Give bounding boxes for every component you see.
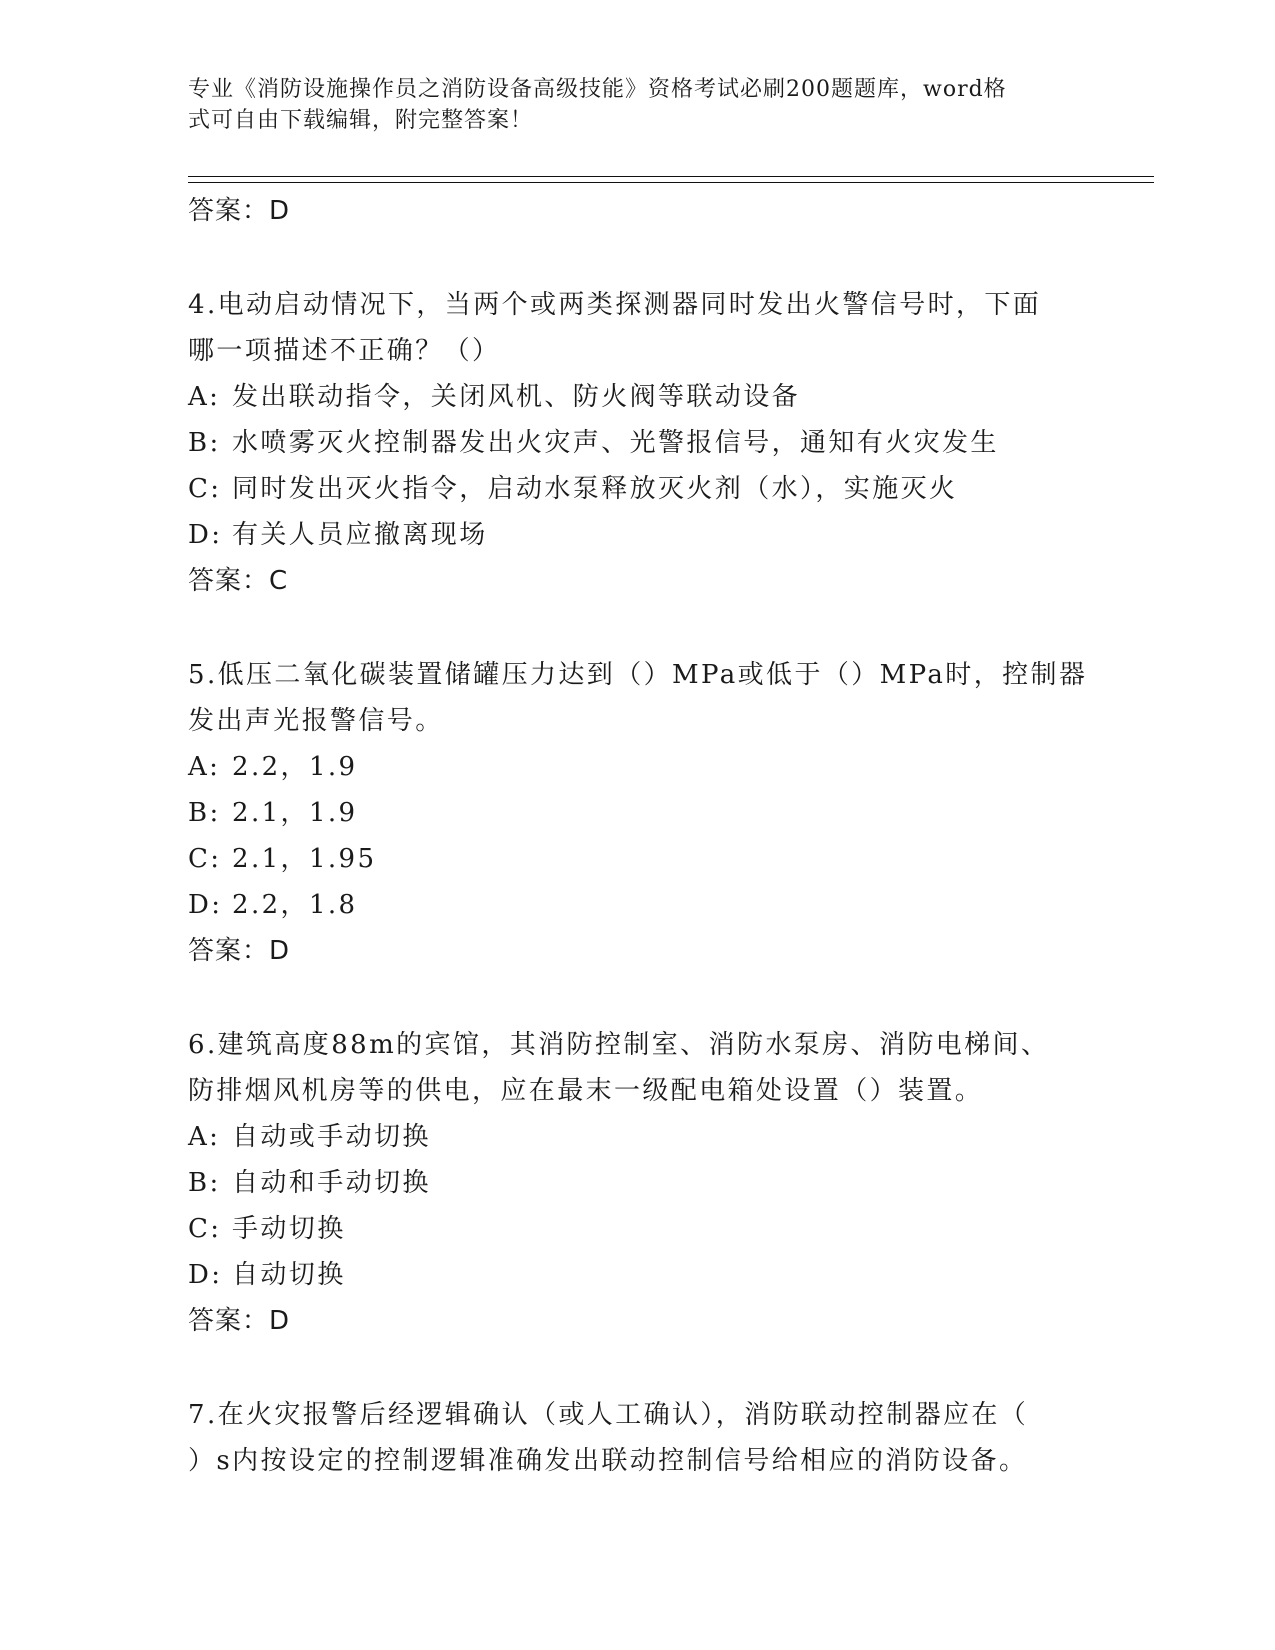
option-letter: C:: [188, 844, 222, 874]
option-a: [188, 374, 1088, 420]
option-c: [188, 836, 1088, 882]
answer-line: 答案：D: [188, 1306, 291, 1336]
option-text: 手动切换: [232, 1214, 346, 1244]
option-text: 2.2，1.9: [232, 752, 358, 782]
question-stem-line-2: ）s内按设定的控制逻辑准确发出联动控制信号给相应的消防设备。: [188, 1446, 1028, 1476]
header-line-2: 式可自由下载编辑，附完整答案！: [188, 108, 534, 133]
option-letter: B:: [188, 1168, 221, 1198]
answer-line: 答案：D: [188, 936, 291, 966]
question-stem-line-2: 发出声光报警信号。: [188, 706, 444, 736]
option-text: 2.1，1.95: [232, 844, 377, 874]
option-c: [188, 1206, 1088, 1252]
option-text: 发出联动指令，关闭风机、防火阀等联动设备: [232, 382, 801, 412]
option-text: 自动和手动切换: [232, 1168, 431, 1198]
option-text: 自动或手动切换: [232, 1122, 431, 1152]
option-text: 水喷雾灭火控制器发出火灾声、光警报信号，通知有火灾发生: [232, 428, 999, 458]
question-stem-line-1: 5.低压二氧化碳装置储罐压力达到（）MPa或低于（）MPa时，控制器: [188, 660, 1088, 690]
option-b: [188, 420, 1088, 466]
option-text: 自动切换: [232, 1260, 346, 1290]
option-d: [188, 512, 1088, 558]
question-stem-line-1: 6.建筑高度88m的宾馆，其消防控制室、消防水泵房、消防电梯间、: [188, 1030, 1050, 1060]
question-stem: [188, 1392, 1088, 1484]
question-stem: [188, 282, 1088, 374]
option-text: 2.2，1.8: [232, 890, 358, 920]
question-stem-line-2: 防排烟风机房等的供电，应在最末一级配电箱处设置（）装置。: [188, 1076, 984, 1106]
option-letter: B:: [188, 428, 221, 458]
question-stem-line-1: 7.在火灾报警后经逻辑确认（或人工确认），消防联动控制器应在（: [188, 1400, 1029, 1430]
option-text: 有关人员应撤离现场: [232, 520, 488, 550]
option-letter: D:: [188, 890, 223, 920]
option-letter: C:: [188, 1214, 222, 1244]
option-text: 2.1，1.9: [232, 798, 358, 828]
document-header: [188, 74, 1068, 136]
option-letter: A:: [188, 752, 221, 782]
option-text: 同时发出灭火指令，启动水泵释放灭火剂（水），实施灭火: [232, 474, 958, 504]
header-rule-top: [188, 176, 1154, 177]
header-line-1: 专业《消防设施操作员之消防设备高级技能》资格考试必刷200题题库，word格: [188, 77, 1007, 102]
header-rule-bottom: [188, 182, 1154, 183]
option-d: [188, 882, 1088, 928]
option-letter: B:: [188, 798, 221, 828]
option-letter: D:: [188, 1260, 223, 1290]
option-c: [188, 466, 1088, 512]
option-letter: A:: [188, 382, 221, 412]
question-stem-line-2: 哪一项描述不正确？（）: [188, 336, 501, 366]
option-letter: A:: [188, 1122, 221, 1152]
question-stem: [188, 652, 1088, 744]
question-content: [188, 188, 1088, 1484]
question-6: [188, 1022, 1088, 1344]
option-d: [188, 1252, 1088, 1298]
question-stem: [188, 1022, 1088, 1114]
option-a: [188, 1114, 1088, 1160]
option-a: [188, 744, 1088, 790]
question-4: [188, 282, 1088, 604]
question-5: [188, 652, 1088, 974]
question-7: [188, 1392, 1088, 1484]
option-letter: D:: [188, 520, 223, 550]
option-b: [188, 790, 1088, 836]
answer-line: 答案：C: [188, 566, 289, 596]
option-letter: C:: [188, 474, 222, 504]
question-stem-line-1: 4.电动启动情况下，当两个或两类探测器同时发出火警信号时，下面: [188, 290, 1042, 320]
option-b: [188, 1160, 1088, 1206]
answer-line: 答案：D: [188, 196, 291, 226]
